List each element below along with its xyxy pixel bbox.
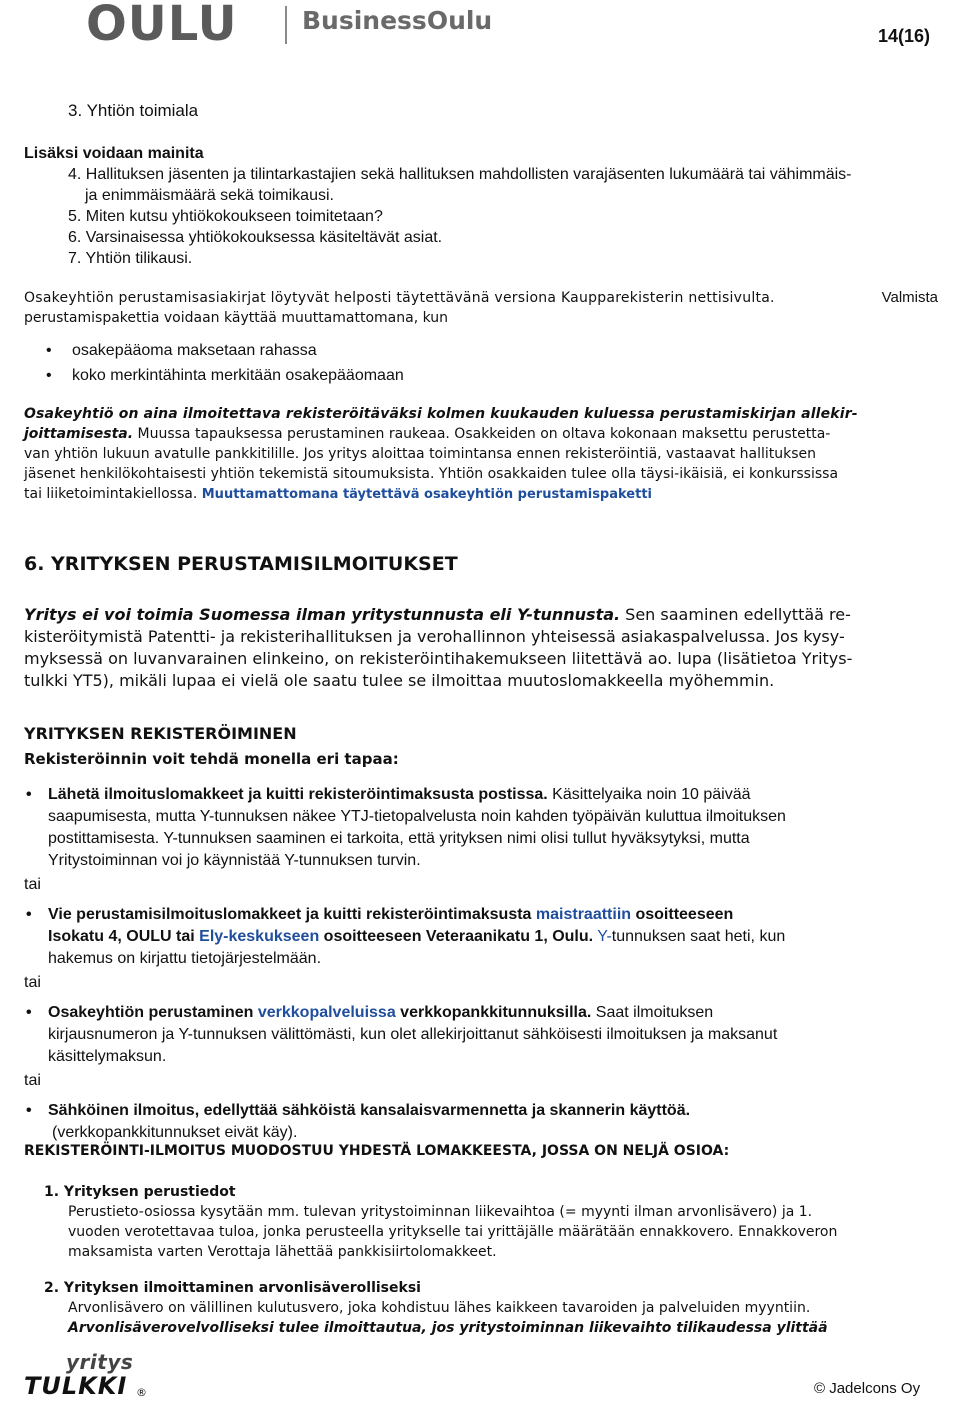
list-item-4b: ja enimmäismäärä sekä toimikausi.	[85, 187, 334, 204]
form-part-2-line-2: Arvonlisäverovelvolliseksi tulee ilmoittautua, jos yritystoiminnan liikevaihto tilikaudessa ylittää	[68, 1320, 828, 1336]
section-6-line-4: tulkki YT5), mikäli lupaa ei vielä ole saatu tulee se ilmoittaa muutoslomakkeella myöhemmin.	[24, 671, 775, 690]
logo-divider	[285, 6, 287, 44]
or-separator: tai	[24, 1072, 41, 1089]
perustamispaketti-link[interactable]: Muuttamattomana täytettävä osakeyhtiön perustamispaketti	[201, 487, 653, 502]
section-6-line-2: kisteröitymistä Patentti- ja rekisterihallituksen ja verohallinnon yhteisessä asiakaspalvelussa. Jos kysy-	[24, 627, 845, 646]
lisaksi-heading: Lisäksi voidaan mainita	[24, 145, 204, 162]
intro-line-1: Osakeyhtiön perustamisasiakirjat löytyvät helposti täytettävänä versiona Kaupparekisterin nettisivulta.	[24, 290, 775, 306]
form-part-1	[44, 1182, 837, 1262]
list-item: • osakepääoma maksetaan rahassa	[46, 342, 317, 359]
verkkopalvelu-link[interactable]: verkkopalveluissa	[257, 1004, 396, 1021]
oulu-logo: OULU	[86, 0, 238, 52]
or-separator: tai	[24, 876, 41, 893]
form-part-2-line-1: Arvonlisävero on välillinen kulutusvero, joka kohdistuu lähes kaikkeen tavaroiden ja palveluiden myyntiin.	[68, 1300, 811, 1316]
form-part-1-line-2: vuoden verotettavaa tuloa, jonka perusteella yritykselle tai yrittäjälle määrätään ennakkovero. Ennakkoveron	[68, 1224, 838, 1240]
yritystulkki-logo	[24, 1350, 164, 1402]
intro-line-2: perustamispakettia voidaan käyttää muuttamattomana, kun	[24, 310, 449, 326]
registration-subheading: Rekisteröinnin voit tehdä monella eri tapaa:	[24, 750, 399, 768]
form-part-2	[44, 1278, 828, 1338]
option-4: • Sähköinen ilmoitus, edellyttää sähköistä kansalaisvarmennetta ja skannerin käyttöä. (verkkopankkitunnukset eivät käy).	[26, 1102, 691, 1141]
notice-line-2: joittamisesta. Muussa tapauksessa perustaminen raukeaa. Osakkeiden on oltava kokonaan maksettu perustetta-	[24, 426, 831, 442]
list-item-7: 7. Yhtiön tilikausi.	[68, 250, 193, 267]
notice-line-4: jäsenet henkilökohtaisesti yhtiön tekemistä sitoumuksista. Yhtiön osakkaiden tulee olla täysi-ikäisiä, ei konkurssissa	[24, 466, 839, 482]
list-item-5: 5. Miten kutsu yhtiökokoukseen toimitetaan?	[68, 208, 383, 225]
option-1: • Lähetä ilmoituslomakkeet ja kuitti rekisteröintimaksusta postissa. Käsittelyaika noin 10 päivää saapumisesta, mutta Y-tunnuksen näkee YTJ-tietopalvelusta noin kahden työpäivän kuluttua ilmoituksen postittamisesta. Y-tunnuksen saaminen ei tarkoita, että yrityksen nimi olisi tullut hyväksytyksi, mutta Yritystoiminnan voi jo käynnistää Y-tunnuksen turvin.	[26, 786, 786, 869]
list-item-4a: 4. Hallituksen jäsenten ja tilintarkastajien sekä hallituksen mahdollisten varajäsenten lukumäärä tai vähimmäis-	[68, 166, 852, 183]
notice-line-5: tai liiketoimintakiellossa. Muuttamattomana täytettävä osakeyhtiön perustamispaketti	[24, 486, 653, 502]
copyright: © Jadelcons Oy	[814, 1380, 921, 1397]
option-2: • Vie perustamisilmoituslomakkeet ja kuitti rekisteröintimaksusta maistraattiin osoitteeseen Isokatu 4, OULU tai Ely-keskukseen osoitteeseen Veteraanikatu 1, Oulu. Y-tunnuksen saat heti, kun hakemus on kirjattu tietojärjestelmään.	[26, 906, 786, 967]
section-6-line-3: myksessä on luvanvarainen elinkeino, on rekisteröintihakemukseen liitettävä ao. lupa (lisätietoa Yritys-	[24, 649, 853, 668]
option-3: • Osakeyhtiön perustaminen verkkopalveluissa verkkopankkitunnuksilla. Saat ilmoituksen kirjausnumeron ja Y-tunnuksen välittömästi, kun olet allekirjoittanut sähköisesti ilmoituksen ja maksanut käsittelymaksun.	[26, 1004, 778, 1065]
intro-bullets	[46, 338, 404, 388]
list-item: • koko merkintähinta merkitään osakepääomaan	[46, 367, 404, 384]
form-part-1-line-3: maksamista varten Verottaja lähettää pankkisiirtolomakkeet.	[68, 1244, 497, 1260]
toimiala-item: 3. Yhtiön toimiala	[68, 101, 199, 120]
form-part-2-title: 2. Yrityksen ilmoittaminen arvonlisäverolliseksi	[44, 1280, 421, 1296]
ely-keskus-link[interactable]: Ely-keskukseen	[199, 928, 320, 945]
registration-heading: YRITYKSEN REKISTERÖIMINEN	[24, 724, 297, 743]
section-6-line-1: Yritys ei voi toimia Suomessa ilman yritystunnusta eli Y-tunnusta. Sen saaminen edellyttää re-	[24, 605, 851, 624]
section-6-paragraph	[24, 604, 938, 692]
form-part-1-line-1: Perustieto-osiossa kysytään mm. tulevan yritystoiminnan liikevaihtoa (= myynti ilman arvonlisävero) ja 1.	[68, 1204, 813, 1220]
maistraatti-link[interactable]: maistraattiin	[535, 906, 632, 923]
businessoulu-logo: BusinessOulu	[302, 6, 493, 35]
header	[0, 0, 960, 60]
registered-mark: ®	[136, 1386, 147, 1399]
notice-line-1: Osakeyhtiö on aina ilmoitettava rekisteröitäväksi kolmen kuukauden kuluessa perustamiskirjan allekir-	[24, 406, 858, 422]
list-item-6: 6. Varsinaisessa yhtiökokouksessa käsiteltävät asiat.	[68, 229, 443, 246]
intro-paragraph	[24, 288, 938, 328]
registration-options	[24, 784, 924, 1144]
top-list	[68, 164, 852, 269]
notice-line-3: van yhtiön lukuun avatulle pankkitilille. Jos yritys aloittaa toimintansa ennen rekisteröintiä, vastaavat hallituksen	[24, 446, 817, 462]
logo-yritys-text: yritys	[66, 1350, 134, 1374]
notice-paragraph	[24, 404, 938, 505]
form-part-1-title: 1. Yrityksen perustiedot	[44, 1184, 236, 1200]
form-parts-heading: REKISTERÖINTI-ILMOITUS MUODOSTUU YHDESTÄ LOMAKKEESTA, JOSSA ON NELJÄ OSIOA:	[24, 1143, 730, 1159]
section-6-heading: 6. YRITYKSEN PERUSTAMISILMOITUKSET	[24, 553, 458, 575]
intro-line-1-tail: Valmista	[881, 289, 938, 306]
or-separator: tai	[24, 974, 41, 991]
page-number: 14(16)	[878, 26, 931, 46]
logo-tulkki-text: TULKKI	[24, 1372, 128, 1400]
